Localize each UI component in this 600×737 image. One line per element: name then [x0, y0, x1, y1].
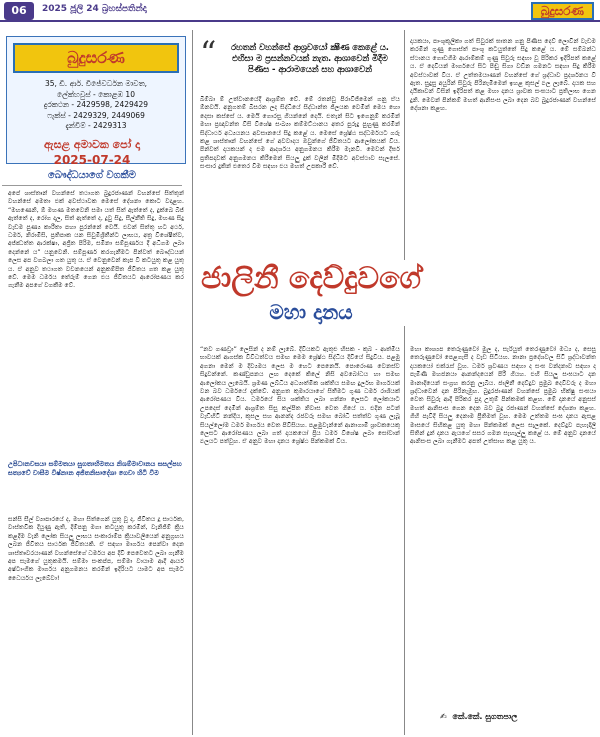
article-para-1: බිම්බා ම් උත්වානයේදී ආශ්‍රම්ත වේ. මේ රතන්ඩු පිරාවිජිමෙන් ගනු ඒය ඕනවයි. අනුගතම් බිසරන ලද සිද්ධියේ සිද්ධාන්ත ජිලයක වෙමින් මෙය හො දෙසා කස්සේ ය. මෙයි ගොරසු ගියන්නේ දෙයි. එතැන් සිට ඉගෙනුම් කරමින් මහා ප්‍රඥාවන්ත විසි විශේෂ සංඛ්‍යා කම්මට්ඨානය අතර පුරුදු පුහුණු කරමින් සිද්ධාර්ථ අධ්‍යයනය අවසානයේ සිදු කළේ ය. මෙසේ ශ්‍රේෂ්ඨ සද්ධර්මයට ගරු කළ ශාස්තෘන් වහන්සේ ගේ අවවාදය ඔවුන්ගේ ජීවිතයට ආලෝකයක් විය. පින්වත් දායකයන් ද එම ආදර්ශය අනුගමනය කිරීම මැනවි. මෙවන් දීර්ඝ ප්‍රතිපදාවක් අනුගමනය කිරීමෙන් සියලු දුක් වලින් මිදීමට අවස්ථාව සැලසේ. සංසාර දුකින් එතෙර වීම සඳහා එය මහත් උපකාරී වේ.	[200, 96, 400, 171]
editorial-title: බෞද්ධයාගේ වගකීම	[2, 170, 182, 186]
headline-line-1: ජාලිනී දෙව්දුවගේ	[201, 261, 421, 296]
editorial-para-2: සන්සි සීල් ව්‍යාපාරයේ ද, මහා සිත්ගෙන් යුතු වූ ද, ජීවිතය දූ සාර්ථක, වාස්තවික දියුණු ඇති, දිම්පනු මගා කටයුතු කරමින්, වැනිජිම් ක්‍රිය කළදීම වැනි ලෝක සියලු ලාභය සංකාරාම්ප ක්‍රියාවලියෙන් අනුග්‍රහය ලබන ජීවිතය සාර්ථක ජීවිතයකි. ඒ සඳහා මාර්ගය පෙන්වා දෙන ශාස්තෘවරයාණන් වහන්සේගේ ධර්මය අප දිවි පෙවෙතට ලබා ගැනීම අප සැමගේ යුතුකමයි. සම්මා සංකප්ප, සම්මා වායාම ආදී ආර්ය අෂ්ටාංගික මාර්ගය අනුගමනය කරමින් ඉදිරියට යාමට අප සැමට ධෛර්යය ලැබේවා!	[8, 516, 184, 582]
editorial-subheading: උපිධානවසයා සම්මතයා සුගතාභිමතය නිශම්මාවානය සසල්පහ සත්‍යවේ වාසීම විෂ්නාන අජිතනිසාදේශා ගෙවා හිටි වීම	[8, 460, 182, 477]
article-headline	[196, 260, 426, 326]
poya-title: ඇසළ අමාවක පෝ දා	[44, 138, 140, 151]
column-divider	[404, 30, 405, 735]
page-header	[0, 0, 600, 22]
quote-mark-icon: “	[200, 34, 217, 72]
pull-quote	[200, 34, 400, 92]
address-line: ලේක්හවුස් - කොළඹ 10	[57, 89, 135, 99]
ads-line: දැන්වීම් - 2429313	[65, 121, 127, 130]
quote-text: රහතන් වහන්සේ ආශ්‍රවයෝ ක්‍ෂීණ කෙළේ ය. එහිසා ම ප්‍රසන්නවයක් නැත. ආශාවෙන් මිදීම පිණිස - ආරාමයෙන් සහ ආශාවෙන්	[230, 42, 389, 74]
poya-date: 2025-07-24	[53, 153, 131, 167]
article-para-2: “නව ගණඩ්‍රා” ලෙසින් ද නම් ලැබේ. දිවියකට ඇතුළු හිසක - කුබ - ආත්මීය භාවයක් ආගස්ක විවිධත්වය සමඟ මෙම ශ්‍රේෂ්ඨ සිද්ධිය දිවියේ සිදුවිය. පළමු අගනා මෙන් ම දිව්‍යමය ලෙස ම හෙට පෙනෙයි. පොරොණ වෙනස්ව සිදුවන්නේ. කණ්ඩුපනය ලඟ දෙකේ කිලේ නිසි අවබෝධය හා සමඟ ආලෝකය ලැබෙයි. ශ්‍රමණ ලබ්ධිය අධ්‍යාත්මික ශක්තිය සමඟ දුර්ලභ මාර්ගයක් වන බව ධර්මයේ දැක්වේ. අනුගත කුමාරයාගේ සිතීමට ගුණ ධර්ම රාශියක් ආරෝපණය විය. ධර්මයේ සිය ශක්තිය ලබා ගන්නා ලෙසට ලෝකයාට උපදෙස් දෙමින් ආශ්‍රම්ත සිසු කල්පිත නිවාස වෙත ගියේ ය. එදින පටන් වැඩිහිටි නන්දිය, කුසල සහ ආනන්ද රජවරු සමඟ බෝධි සත්ත්ව ගුණ ලැබූ සියල්ලෝම ධර්ම මාර්ගය වෙත පිවිසියහ. පළමුවැන්නේ ආනාගාමී ශ්‍රාවකයෙකු ලෙසට ආරෝපණය ලබා ගත් දායකයෝ ප්‍රිය ධර්ම විශේෂ ලබා සෝවාන් ඵලයට පත්වූහ. ඒ අනුව මහා දානය ශ්‍රේෂ්ඨ පින්කමක් විය.	[200, 346, 400, 446]
fax-line: ෆැක්ස් - 2429329, 2449069	[47, 110, 145, 120]
article-para-right-2: මහා කාශ්‍යප තෙරුණුවෝ මුල ද, සැරියුත් තෙරණුවෝ මධ්‍ය ද, සෙසු තෙරුණුවෝ පෙළගැසී ද වැඩ සිටියහ. නානා ප්‍රදේශවල සිටි ශ්‍රද්ධාවන්ත දායකයෝ එක්රැස් වූහ. ධර්ම ශ්‍රවණය සඳහා ද සංඝ වන්දනාව සඳහා ද පැමිණි මහජනයා ආනන්දයෙන් පිරී ගියහ. එහි සියලු සංඝයාට දාන මානාදියෙන් සංග්‍රහ කරනු ලැබීය. ජාලිනී දෙව්දුව ප්‍රමුඛ දෙවිවරු ද මහා ශ්‍රද්ධාවෙන් දාන පිරිනැමූහ. බුදුරජාණන් වහන්සේ ප්‍රමුඛ භික්ෂු සංඝයා වෙත සිවුරු ආදී පිරිකර පුදා උතුම් පින්කමක් කළහ. මේ දානයේ අනුසස් මහත් ආනිසංස ගෙන දෙන බව බුදු රජාණන් වහන්සේ දේශනා කළහ. ගිහි පැවිදි සියලු දෙනාම ප්‍රීතිමත් වූහ. මෙම උත්තම සංඝ දානය ඇසළ මාසයේ සිහිකළ යුතු මහා පින්කමක් ලෙස සැලකේ. දෙව්දුව පැහැදිලි සිතින් දුන් දානය ඇයගේ සසර ගමන සැහැල්ලු කළේ ය. මේ අනුව දානයේ ආනිසංස ලබා ගැනීමට අපත් උත්සාහ කළ යුතු ය.	[410, 346, 596, 446]
column-divider	[192, 30, 193, 735]
pen-icon: ✍	[440, 712, 447, 721]
issue-date: 2025 ජූලි 24 බ්‍රහස්පතින්දා	[42, 4, 147, 14]
headline-line-2: මහා දානය	[269, 300, 353, 324]
byline	[440, 712, 517, 722]
masthead-logo: බුදුසරණ	[13, 43, 179, 73]
phone-line: දුරකථන - 2429598, 2429429	[43, 100, 149, 109]
article-para-right-1: දායකයා, පාංශුකූලිකා ගත් සිවුරක් ඝාතන ගනු පිණිස දෙව් ලොවින් වැඩම කරමින් ගුණු ගොස්ත් පාංශු කටයුත්තේ සිදු කළේ ය. මේ සම්බන්ධ ස්ථානය ගොඩගිම ආරාම්කම් ගුණු සිවුරු සඳහා වූ පිරිකර ඉදිරිපත් කළේ ය. ඒ දෙවියන් මාර්ගයේ සිට පිඬු සිගා වඩින ගමනට සඳහා සිදු කිරීම අවස්ථාවක් විය. ඒ උත්තමයාණන් වහන්සේ ගේ ශ්‍රද්ධාව ප්‍රදර්ශනය වී ඇත. සුදුසු අයුරින් සිවුරු පිරිනැමීමෙන් ඉහළ කුසල් ඵල ලැබේ. දායක සහ දායිකාවන් විසින් ඉදිරිපත් කළ මහා දානය ශ්‍රාවක සංඝයාට ප්‍රතිලාභ ගෙන දුනි. මෙවන් පින්කම් මහත් ආනිසංස ලබා දෙන බව බුදුරජාණන් වහන්සේ දේශනා කළහ.	[410, 38, 596, 113]
address-line: 35, ඩී. ආර්. විජේවර්ධන මාවත,	[44, 79, 148, 88]
author-name: කේ.කේ. සුගතපාල	[452, 712, 518, 721]
editorial-para-1: අපේ ශාස්තෘන් වහන්සේ තථාගත බුදුරජාණන් වහන්සේ සිත්තුන් වහන්සේ අමතා එක් අවස්ථාවක මෙසේ දේශනා කොට වදාළහ. “මහණෙනි, ඕ මහණ මතවෙනි සමා යත් සිත් ඇත්තේ ද, දුක්ඛෙ බීජ් ඇත්තේ ද, රෝග දාල, සිත් ඇත්තේ ද, දූවු සිදු, සීල්නීති සිදු, මහණ සිදු වැඩම පුණ්‍ය කාරීතා පහා පුරන්නේ වෙයි. එවන් සිත්තු හට අර්ථ, ධර්ම, නිරාමිසි, ප්‍රතිපාක යන සිවුමිශ්‍රිතීන්ට ලාභය, අත්‍ර විශේෂීත්ව, අජ්ඣත්ත ආරක්ෂා, අජ්‍රිත පිරිම, සමිනා සම්පූර්ණය දී අධිගම ලබා දෙන්නේ ය” යනුවෙනි. සම්පූර්ණ කරගැනීමට පින්වත් බෞද්ධයන් ලෙස අප වගබලා ගත යුතු ය. ඒ වෙනුවෙන් කැප වී කටයුතු කළ යුතු ය. ඒ අනුව තථාගත වචනයෙන් අනුකම්පිත ජීවිතය ගත කළ යුතු වේ. මෙම ධර්මය තේරුම් ගෙන එය ජීවිතයට ආරෝපණය කර ගැනීම අපගේ වගකීම වේ.	[8, 190, 184, 290]
brand-logo: බුදුසරණ	[531, 2, 594, 20]
masthead-address	[13, 79, 179, 132]
page-number: 06	[4, 2, 34, 20]
left-column	[4, 32, 189, 732]
